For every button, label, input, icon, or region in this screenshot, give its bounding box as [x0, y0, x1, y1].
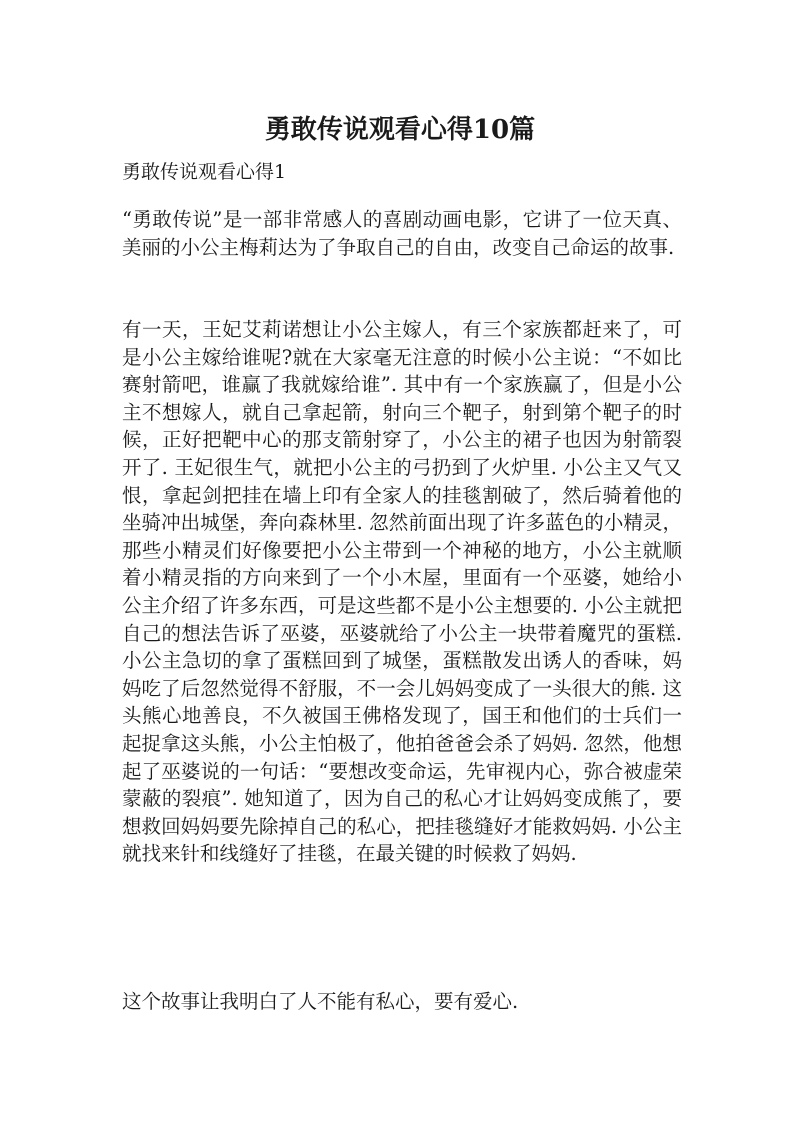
section-heading: 勇敢传说观看心得1: [122, 161, 287, 183]
paragraph-story: 有一天，王妃艾莉诺想让小公主嫁人，有三个家族都赶来了，可是小公主嫁给谁呢?就在大家毫无注意的时候小公主说：“不如比赛射箭吧，谁赢了我就嫁给谁”. 其中有一个家族赢了，但是小公主不想嫁人，就自己拿起箭，射向三个靶子，射到第个靶子的时候，正好把靶中心的那支箭射穿了，小公主的裙子也因为射箭裂开了. 王妃很生气，就把小公主的弓扔到了火炉里. 小公主又气又恨，拿起剑把挂在墙上印有全家人的挂毯割破了，然后骑着他的坐骑冲出城堡，奔向森林里. 忽然前面出现了许多蓝色的小精灵，那些小精灵们好像要把小公主带到一个神秘的地方，小公主就顺着小精灵指的方向来到了一个小木屋，里面有一个巫婆，她给小公主介绍了许多东西，可是这些都不是小公主想要的. 小公主就把自己的想法告诉了巫婆，巫婆就给了小公主一块带着魔咒的蛋糕. 小公主急切的拿了蛋糕回到了城堡，蛋糕散发出诱人的香味，妈妈吃了后忽然觉得不舒服，不一会儿妈妈变成了一头很大的熊. 这头熊心地善良，不久被国王佛格发现了，国王和他们的士兵们一起捉拿这头熊，小公主怕极了，他拍爸爸会杀了妈妈. 忽然，他想起了巫婆说的一句话：“要想改变命运，先审视内心，弥合被虚荣蒙蔽的裂痕”. 她知道了，因为自己的私心才让妈妈变成熊了，要想救回妈妈要先除掉自己的私心，把挂毯缝好才能救妈妈. 小公主就找来针和线缝好了挂毯，在最关键的时候救了妈妈.: [122, 318, 682, 866]
paragraph-intro: “勇敢传说”是一部非常感人的喜剧动画电影，它讲了一位天真、美丽的小公主梅莉达为了争取自己的自由，改变自己命运的故事.: [122, 208, 682, 259]
paragraph-conclusion: 这个故事让我明白了人不能有私心，要有爱心.: [122, 990, 519, 1013]
document-title: 勇敢传说观看心得10篇: [264, 115, 536, 145]
